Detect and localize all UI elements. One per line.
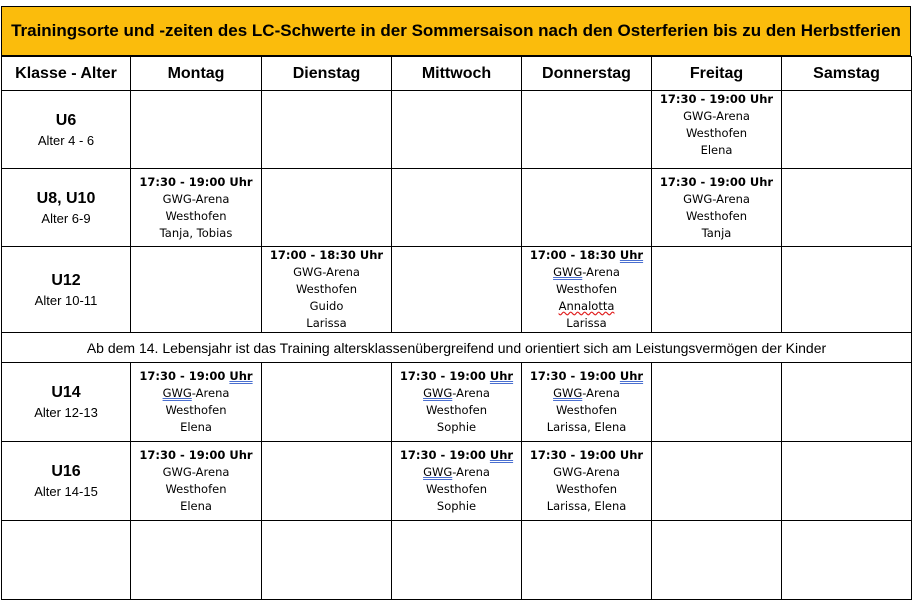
entry-time-unit: Uhr	[619, 369, 644, 383]
entry-coach	[522, 298, 651, 315]
training-entry	[522, 363, 652, 442]
age-note: Ab dem 14. Lebensjahr ist das Training altersklassenübergreifend und orientiert sich am Leistungsvermögen der Kinder	[2, 333, 912, 363]
empty-cell	[262, 442, 392, 521]
entry-place: Westhofen	[555, 282, 617, 296]
class-name: U8, U10	[36, 189, 96, 207]
entry-coach: Sophie	[436, 499, 477, 513]
entry-place: Westhofen	[165, 482, 227, 496]
training-entry	[131, 363, 262, 442]
entry-time-text: 17:30 - 19:00	[399, 448, 490, 462]
class-age: Alter 4 - 6	[37, 132, 95, 148]
table-row	[2, 442, 912, 521]
class-age: Alter 12-13	[34, 405, 98, 420]
entry-time	[392, 447, 521, 464]
header-monday: Montag	[131, 57, 262, 91]
class-name: U6	[55, 111, 77, 129]
entry-place: Westhofen	[685, 126, 747, 140]
entry-place-abbr: GWG	[423, 386, 453, 400]
entry-coach: Larissa, Elena	[546, 499, 627, 513]
entry-time-unit: Uhr	[619, 248, 644, 262]
entry-place-rest: -Arena	[452, 386, 490, 400]
entry-coach: Larissa, Elena	[546, 420, 627, 434]
entry-place: Westhofen	[425, 482, 487, 496]
entry-time	[522, 368, 651, 385]
entry-place-rest: -Arena	[452, 465, 490, 479]
empty-cell	[392, 91, 522, 169]
header-tuesday: Dienstag	[262, 57, 392, 91]
entry-place	[522, 385, 651, 402]
entry-place	[522, 264, 651, 281]
entry-coach: Tanja, Tobias	[159, 225, 233, 240]
entry-coach: Sophie	[436, 420, 477, 434]
entry-time-text: 17:30 - 19:00	[399, 369, 490, 383]
entry-place-abbr: GWG	[553, 265, 583, 279]
empty-cell	[782, 363, 912, 442]
entry-place: Westhofen	[425, 403, 487, 417]
empty-cell	[262, 169, 392, 247]
entry-place	[392, 464, 521, 481]
empty-cell	[392, 169, 522, 247]
entry-coach: Elena	[180, 499, 212, 513]
schedule-document	[1, 6, 911, 604]
class-name: U12	[51, 271, 81, 289]
entry-coach-name: Annalotta	[558, 299, 615, 313]
entry-coach: Elena	[700, 143, 733, 157]
entry-time: 17:30 - 19:00 Uhr	[529, 448, 644, 462]
entry-place: GWG-Arena	[162, 191, 230, 206]
entry-place-rest: -Arena	[191, 386, 230, 400]
empty-cell	[652, 247, 782, 333]
table-row	[2, 247, 912, 333]
empty-cell	[782, 521, 912, 600]
table-row	[2, 169, 912, 247]
training-entry	[652, 169, 782, 247]
entry-place: Westhofen	[165, 403, 227, 417]
entry-time-unit: Uhr	[489, 448, 514, 462]
entry-place-rest: -Arena	[582, 386, 620, 400]
entry-place: GWG-Arena	[683, 109, 750, 123]
empty-cell	[782, 247, 912, 333]
class-cell	[2, 91, 131, 169]
training-entry	[522, 247, 652, 333]
training-entry	[262, 247, 392, 333]
training-entry	[131, 169, 262, 247]
class-age: Alter 14-15	[34, 484, 98, 499]
empty-cell	[522, 91, 652, 169]
empty-cell	[262, 363, 392, 442]
entry-coach: Larissa	[566, 316, 607, 330]
entry-time-text: 17:30 - 19:00	[139, 369, 230, 383]
class-name: U16	[51, 463, 81, 480]
schedule-table	[1, 56, 912, 600]
entry-place: GWG-Arena	[293, 265, 360, 279]
table-row	[2, 521, 912, 600]
entry-time: 17:30 - 19:00 Uhr	[139, 448, 253, 462]
entry-time	[131, 368, 261, 385]
entry-place-abbr: GWG	[553, 386, 583, 400]
empty-cell	[392, 521, 522, 600]
table-row	[2, 363, 912, 442]
empty-cell	[652, 363, 782, 442]
empty-cell	[392, 247, 522, 333]
empty-cell	[782, 442, 912, 521]
empty-cell	[522, 521, 652, 600]
entry-place: Westhofen	[555, 482, 617, 496]
entry-time-text: 17:00 - 18:30	[529, 248, 620, 262]
class-cell	[2, 247, 131, 333]
entry-place-abbr: GWG	[423, 465, 453, 479]
entry-place-rest: -Arena	[582, 265, 620, 279]
entry-place: Westhofen	[555, 403, 617, 417]
empty-cell	[782, 91, 912, 169]
class-name: U14	[51, 384, 81, 401]
entry-time: 17:30 - 19:00 Uhr	[659, 174, 774, 189]
entry-place: Westhofen	[685, 208, 747, 223]
empty-cell	[2, 521, 131, 600]
entry-time: 17:30 - 19:00 Uhr	[139, 174, 253, 189]
empty-cell	[131, 247, 262, 333]
class-age: Alter 10-11	[34, 292, 98, 308]
class-cell	[2, 442, 131, 521]
training-entry	[392, 363, 522, 442]
empty-cell	[131, 91, 262, 169]
entry-time	[522, 247, 651, 264]
entry-time: 17:30 - 19:00 Uhr	[659, 92, 774, 106]
empty-cell	[262, 91, 392, 169]
empty-cell	[262, 521, 392, 600]
entry-place	[131, 385, 261, 402]
empty-cell	[522, 169, 652, 247]
header-row	[2, 57, 912, 91]
empty-cell	[652, 442, 782, 521]
entry-place: GWG-Arena	[683, 191, 750, 206]
class-cell	[2, 363, 131, 442]
empty-cell	[652, 521, 782, 600]
header-wednesday: Mittwoch	[392, 57, 522, 91]
class-age: Alter 6-9	[41, 210, 91, 226]
entry-coach: Larissa	[306, 316, 347, 330]
training-entry	[392, 442, 522, 521]
empty-cell	[782, 169, 912, 247]
entry-place: Westhofen	[295, 282, 357, 296]
training-entry	[131, 442, 262, 521]
note-row	[2, 333, 912, 363]
entry-place	[392, 385, 521, 402]
table-row	[2, 91, 912, 169]
header-saturday: Samstag	[782, 57, 912, 91]
entry-coach: Guido	[309, 299, 344, 313]
entry-coach: Elena	[180, 420, 212, 434]
training-entry	[522, 442, 652, 521]
training-entry	[652, 91, 782, 169]
entry-coach: Tanja	[701, 225, 732, 240]
entry-time-unit: Uhr	[229, 369, 253, 383]
entry-time-text: 17:30 - 19:00	[529, 369, 620, 383]
entry-time: 17:00 - 18:30 Uhr	[269, 248, 384, 262]
entry-place: GWG-Arena	[162, 465, 230, 479]
entry-time	[392, 368, 521, 385]
header-thursday: Donnerstag	[522, 57, 652, 91]
page-title: Trainingsorte und -zeiten des LC-Schwerte in der Sommersaison nach den Osterferien bis zu den Herbstferien	[1, 6, 911, 56]
header-class: Klasse - Alter	[2, 57, 131, 91]
entry-place-abbr: GWG	[162, 386, 192, 400]
class-cell	[2, 169, 131, 247]
entry-place: GWG-Arena	[553, 465, 620, 479]
entry-place: Westhofen	[165, 208, 227, 223]
header-friday: Freitag	[652, 57, 782, 91]
entry-time-unit: Uhr	[489, 369, 514, 383]
empty-cell	[131, 521, 262, 600]
